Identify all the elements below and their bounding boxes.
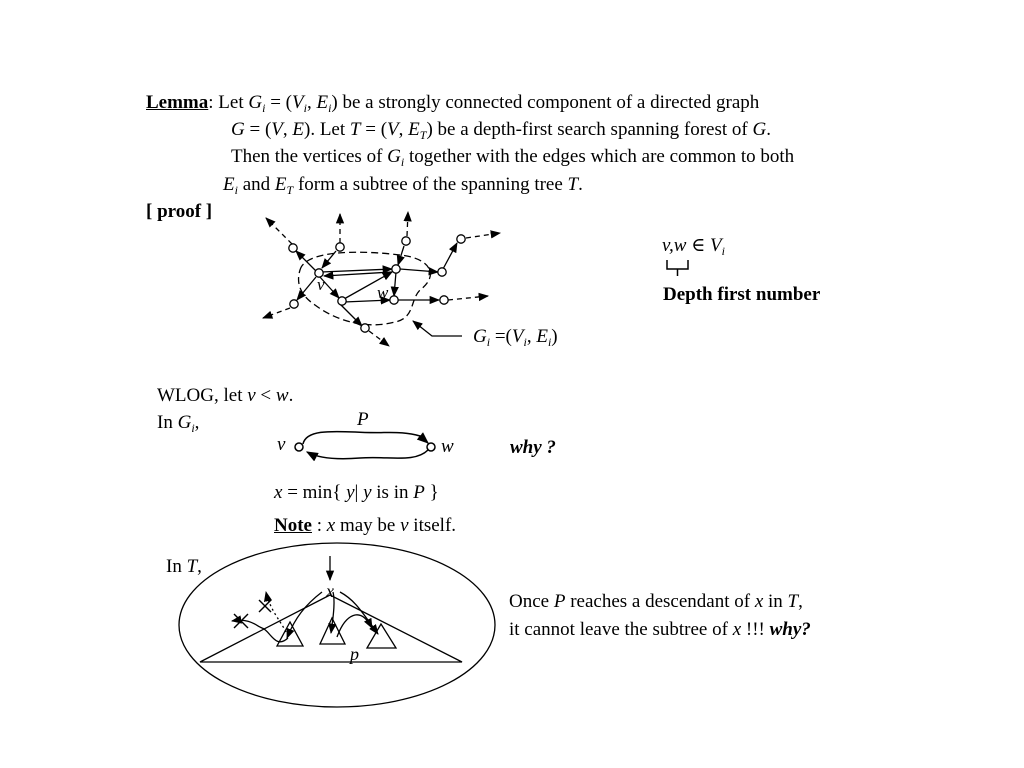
path-label-v: v — [277, 434, 286, 455]
path-vertex-w — [427, 443, 435, 451]
gi-label: $G_i =(V_i$, $E_i$) — [473, 326, 558, 349]
wlog-line: WLOG, let v < w. — [157, 385, 294, 406]
path-vertex-v — [295, 443, 303, 451]
lemma-heading: Lemma — [146, 92, 209, 113]
tree-label-p: p — [350, 644, 359, 664]
lemma-line-3: Then the vertices of $G_i$ together with the edges which are common to both — [231, 146, 795, 169]
dash-n3-out — [407, 212, 408, 236]
proof-label: [ proof ] — [146, 201, 213, 222]
tree-label-x: x — [326, 581, 334, 601]
vertex-w — [390, 296, 398, 304]
vertex-s1 — [290, 300, 298, 308]
once-line-1: Once P reaches a descendant of x in T, — [509, 591, 803, 612]
scc-diagram — [263, 212, 500, 346]
tree-ellipse — [179, 543, 495, 707]
path-p-back — [307, 450, 428, 459]
gi-pointer — [413, 321, 462, 336]
lemma-line-2: G = (V, E). Let T = (V, $E_T$) be a depth-first search spanning forest of G. — [231, 119, 771, 142]
path-label-p: P — [357, 409, 369, 430]
vertex-u1 — [392, 265, 400, 273]
edge-u1-to-u2 — [400, 269, 438, 272]
dash-u3-out — [466, 233, 500, 238]
path-p-forward — [303, 431, 428, 444]
vertex-u3 — [457, 235, 465, 243]
x-definition: x = min{ y| y is in P } — [274, 482, 439, 503]
vertex-n2 — [336, 243, 344, 251]
why-question-2: why? — [769, 619, 811, 640]
vertex-x3 — [440, 296, 448, 304]
in-gi-line: In $G_i$, — [157, 412, 200, 435]
path-p-diagram — [295, 431, 435, 458]
vertex-x2 — [338, 297, 346, 305]
edge-x2-to-b1 — [341, 305, 362, 326]
vw-in-vi: v,w ∈ $V_i$ — [662, 235, 725, 258]
path-label-w: w — [441, 436, 454, 457]
dash-s1-out — [263, 308, 290, 318]
note-label: Note — [274, 515, 312, 536]
edge-v-to-u1 — [321, 269, 392, 272]
dash-n1-out — [266, 218, 292, 244]
lemma-line-1: Lemma: Let $G_i = (V_i$, $E_i$) be a strongly connected component of a directed graph — [146, 92, 760, 115]
depth-first-number-label: Depth first number — [663, 284, 821, 305]
why-question-1: why ? — [510, 437, 556, 458]
once-line-2: it cannot leave the subtree of x !!! why? — [509, 619, 811, 640]
diagram-label-w: w — [377, 283, 389, 302]
edge-u2-to-u3 — [443, 243, 457, 269]
note-line: Note : x may be v itself. — [274, 515, 457, 536]
in-t-line: In T, — [166, 556, 202, 577]
diagram-label-v: v — [317, 275, 325, 294]
vertex-b1 — [361, 324, 369, 332]
vertex-n3 — [402, 237, 410, 245]
cross-2 — [259, 600, 271, 612]
vertex-n1 — [289, 244, 297, 252]
lemma-line-4: $E_i$ and $E_T$ form a subtree of the spanning tree T. — [223, 174, 583, 197]
edge-u1-to-w — [394, 272, 396, 296]
tree-diagram — [179, 543, 495, 707]
dash-x3-out — [448, 296, 488, 300]
depth-bracket — [667, 260, 688, 276]
vertex-u2 — [438, 268, 446, 276]
edge-v-to-n1 — [296, 251, 317, 272]
edge-u1-to-v — [324, 272, 392, 276]
dash-b1-out — [369, 331, 389, 346]
